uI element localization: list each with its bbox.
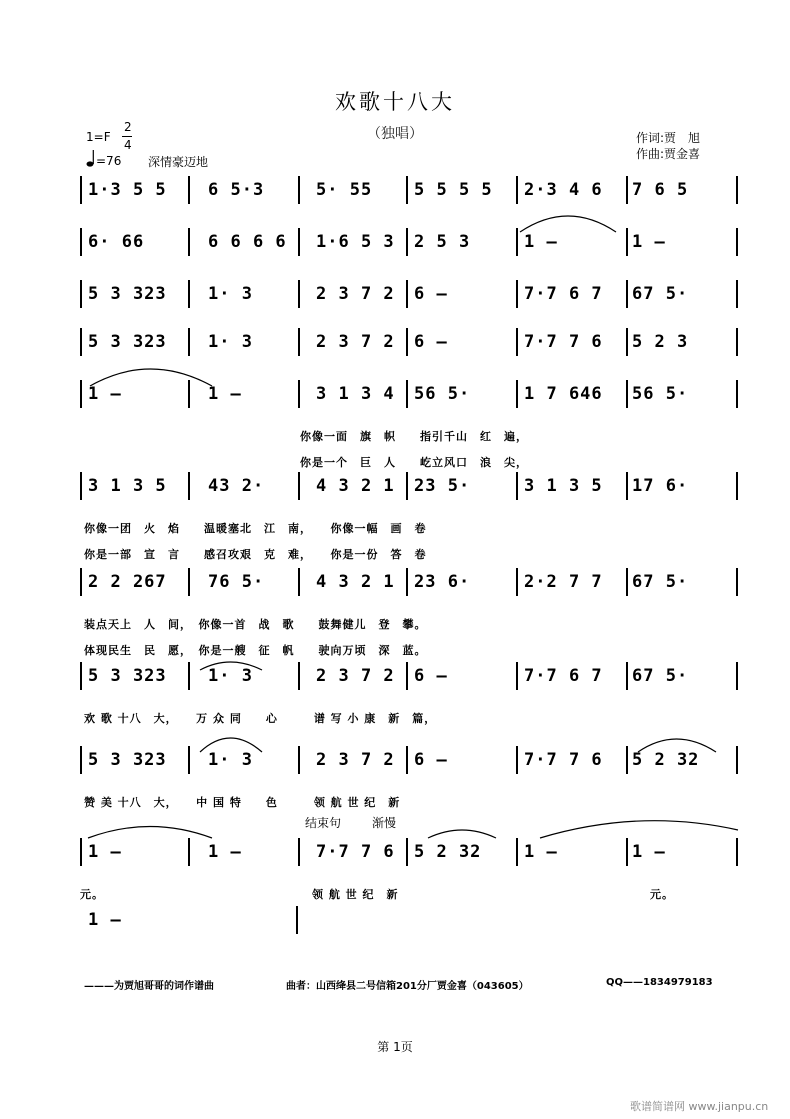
time-signature-line	[122, 136, 132, 137]
measure: 43 2·	[208, 476, 265, 496]
barline	[516, 746, 518, 774]
measure: 2 5 3	[414, 232, 471, 252]
barline	[298, 328, 300, 356]
barline	[406, 380, 408, 408]
lyric-line: 装点天上 人 间， 你像一首 战 歌 鼓舞健儿 登 攀。	[84, 618, 427, 631]
barline	[736, 746, 738, 774]
lyric-line: 元。	[80, 888, 104, 901]
measure: 67 5·	[632, 666, 689, 686]
measure: 5 2 32	[414, 842, 482, 862]
lyric-line: 领 航 世 纪 新	[312, 888, 399, 901]
measure: 4 3 2 1	[316, 572, 395, 592]
measure: 4 3 2 1	[316, 476, 395, 496]
barline	[516, 328, 518, 356]
lyric-line: 你像一团 火 焰 温暖塞北 江 南， 你像一幅 画 卷	[84, 522, 427, 535]
measure: 2 3 7 2	[316, 332, 395, 352]
barline	[188, 380, 190, 408]
barline	[406, 328, 408, 356]
barline	[626, 280, 628, 308]
lyric-line: 你是一个 巨 人 屹立风口 浪 尖，	[300, 456, 528, 469]
measure: 2 3 7 2	[316, 284, 395, 304]
ending-annotation: 结束句	[305, 816, 342, 830]
measure: 56 5·	[414, 384, 471, 404]
barline	[298, 568, 300, 596]
barline	[298, 472, 300, 500]
time-signature-top: 2	[124, 120, 132, 134]
measure: 1 –	[88, 910, 122, 930]
measure: 1·6 5 3	[316, 232, 395, 252]
barline	[516, 176, 518, 204]
tempo-marking: =76	[96, 154, 122, 168]
expression-marking: 深情豪迈地	[148, 155, 209, 169]
measure: 6 –	[414, 332, 448, 352]
measure: 1 7 646	[524, 384, 603, 404]
measure: 7·7 7 6	[524, 332, 603, 352]
barline	[80, 176, 82, 204]
barline	[626, 662, 628, 690]
barline	[406, 746, 408, 774]
measure: 1 –	[632, 232, 666, 252]
barline	[188, 228, 190, 256]
barline	[626, 328, 628, 356]
measure: 6 –	[414, 750, 448, 770]
measure: 1· 3	[208, 332, 253, 352]
measure: 3 1 3 5	[524, 476, 603, 496]
barline	[736, 838, 738, 866]
measure: 67 5·	[632, 572, 689, 592]
barline	[80, 746, 82, 774]
barline	[736, 228, 738, 256]
barline	[516, 568, 518, 596]
barline	[406, 662, 408, 690]
barline	[80, 380, 82, 408]
measure: 6 –	[414, 666, 448, 686]
page-number: 第 1页	[377, 1040, 413, 1054]
footer-qq: QQ——1834979183	[606, 977, 713, 988]
barline	[188, 176, 190, 204]
measure: 1·3 5 5	[88, 180, 167, 200]
barline	[516, 472, 518, 500]
measure: 5· 55	[316, 180, 373, 200]
measure: 2 3 7 2	[316, 666, 395, 686]
measure: 1· 3	[208, 284, 253, 304]
barline	[406, 228, 408, 256]
measure: 5 3 323	[88, 750, 167, 770]
barline	[188, 838, 190, 866]
barline	[516, 838, 518, 866]
barline	[516, 662, 518, 690]
key-signature: 1=F	[86, 130, 111, 144]
barline	[406, 280, 408, 308]
measure: 5 5 5 5	[414, 180, 493, 200]
footer-dedication: ———为贾旭哥哥的词作谱曲	[84, 981, 214, 992]
measure: 5 2 32	[632, 750, 700, 770]
barline	[188, 280, 190, 308]
measure: 3 1 3 4	[316, 384, 395, 404]
barline	[188, 472, 190, 500]
measure: 6 –	[414, 284, 448, 304]
lyric-line: 赞 美 十八 大， 中 国 特 色 领 航 世 纪 新	[84, 796, 401, 809]
lyric-line: 你是一部 宣 言 感召攻艰 克 难， 你是一份 答 卷	[84, 548, 427, 561]
measure: 23 6·	[414, 572, 471, 592]
measure: 5 2 3	[632, 332, 689, 352]
barline	[406, 568, 408, 596]
measure: 6· 66	[88, 232, 145, 252]
barline	[736, 568, 738, 596]
barline	[736, 328, 738, 356]
measure: 5 3 323	[88, 332, 167, 352]
barline	[626, 568, 628, 596]
lyricist-credit: 作词:贾 旭	[636, 131, 701, 145]
barline	[298, 380, 300, 408]
measure: 23 5·	[414, 476, 471, 496]
measure: 2 3 7 2	[316, 750, 395, 770]
barline	[406, 472, 408, 500]
measure: 1 –	[524, 842, 558, 862]
barline	[406, 838, 408, 866]
measure: 1 –	[208, 842, 242, 862]
lyric-line: 欢 歌 十八 大， 万 众 同 心 谱 写 小 康 新 篇，	[84, 712, 437, 725]
lyric-line: 你像一面 旗 帜 指引千山 红 遍，	[300, 430, 528, 443]
measure: 5 3 323	[88, 666, 167, 686]
time-signature-bottom: 4	[124, 138, 132, 152]
barline	[626, 228, 628, 256]
barline	[298, 228, 300, 256]
barline	[736, 662, 738, 690]
measure: 7 6 5	[632, 180, 689, 200]
song-subtitle: （独唱）	[367, 126, 423, 142]
barline	[80, 568, 82, 596]
lyric-line: 体现民生 民 愿， 你是一艘 征 帆 驶向万顷 深 蓝。	[84, 644, 427, 657]
measure: 7·7 6 7	[524, 284, 603, 304]
measure: 17 6·	[632, 476, 689, 496]
measure: 7·7 6 7	[524, 666, 603, 686]
barline	[736, 280, 738, 308]
measure: 67 5·	[632, 284, 689, 304]
measure: 7·7 7 6	[524, 750, 603, 770]
slowing-annotation: 渐慢	[372, 816, 397, 830]
barline	[516, 280, 518, 308]
barline	[626, 838, 628, 866]
composer-credit: 作曲:贾金喜	[636, 147, 701, 161]
quarter-note-icon	[86, 148, 96, 172]
measure: 1 –	[88, 384, 122, 404]
measure: 2 2 267	[88, 572, 167, 592]
barline	[626, 472, 628, 500]
measure: 5 3 323	[88, 284, 167, 304]
measure: 2·2 7 7	[524, 572, 603, 592]
measure: 3 1 3 5	[88, 476, 167, 496]
measure: 6 6 6 6	[208, 232, 287, 252]
measure: 6 5·3	[208, 180, 265, 200]
barline	[298, 746, 300, 774]
barline	[298, 662, 300, 690]
barline	[188, 328, 190, 356]
barline	[406, 176, 408, 204]
barline	[188, 568, 190, 596]
measure: 1· 3	[208, 750, 253, 770]
barline	[298, 176, 300, 204]
barline	[80, 328, 82, 356]
barline	[80, 838, 82, 866]
barline	[626, 380, 628, 408]
measure: 1 –	[88, 842, 122, 862]
barline	[188, 746, 190, 774]
barline	[80, 662, 82, 690]
measure: 76 5·	[208, 572, 265, 592]
measure: 2·3 4 6	[524, 180, 603, 200]
measure: 1 –	[524, 232, 558, 252]
barline	[80, 228, 82, 256]
barline	[736, 380, 738, 408]
lyric-line: 元。	[650, 888, 674, 901]
watermark: 歌谱简谱网 www.jianpu.cn	[630, 1100, 769, 1113]
measure: 56 5·	[632, 384, 689, 404]
measure: 1 –	[208, 384, 242, 404]
measure: 7·7 7 6	[316, 842, 395, 862]
barline	[296, 906, 298, 934]
barline	[80, 472, 82, 500]
barline	[626, 746, 628, 774]
song-title: 欢歌十八大	[335, 90, 455, 114]
barline	[298, 280, 300, 308]
barline	[188, 662, 190, 690]
barline	[626, 176, 628, 204]
barline	[80, 280, 82, 308]
barline	[736, 472, 738, 500]
measure: 1· 3	[208, 666, 253, 686]
measure: 1 –	[632, 842, 666, 862]
footer-address: 曲者：山西绛县二号信箱201分厂贾金喜（043605）	[286, 981, 529, 992]
barline	[736, 176, 738, 204]
barline	[516, 228, 518, 256]
barline	[516, 380, 518, 408]
barline	[298, 838, 300, 866]
